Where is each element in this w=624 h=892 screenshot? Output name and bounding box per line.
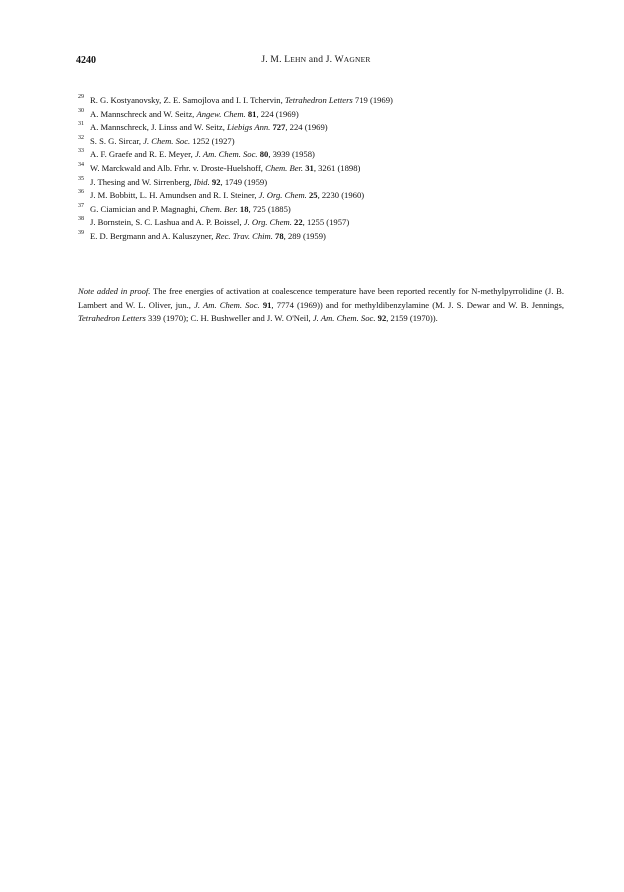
text-run: , 3939 (1958) xyxy=(268,149,315,160)
text-run: , 2230 (1960) xyxy=(317,190,365,201)
reference-text xyxy=(90,176,267,190)
page-number: 4240 xyxy=(76,55,96,66)
reference-item xyxy=(78,189,558,203)
text-run: A. F. Graefe and R. E. Meyer, xyxy=(90,149,195,160)
text-run: J. Thesing and W. Sirrenberg, xyxy=(90,176,194,187)
reference-item xyxy=(78,148,558,162)
reference-number: 37 xyxy=(78,202,84,209)
reference-item xyxy=(78,108,558,122)
volume-number: 25 xyxy=(308,190,318,201)
reference-text xyxy=(90,108,299,122)
text-run: 1252 (1927) xyxy=(190,135,235,146)
reference-number: 33 xyxy=(78,148,84,155)
volume-number: 91 xyxy=(262,299,272,310)
reference-number: 29 xyxy=(78,94,84,100)
text-run: A. Mannschreck and W. Seitz, xyxy=(90,108,197,119)
italic-text: Angew. Chem. xyxy=(196,108,246,119)
text-run: , 224 (1969) xyxy=(285,122,328,133)
reference-text xyxy=(90,135,235,149)
text-run: R. G. Kostyanovsky, Z. E. Samojlova and I. I. Tchervin, xyxy=(90,95,285,105)
italic-text: Tetrahedron Letters xyxy=(284,95,353,105)
text-run: , 1749 (1959) xyxy=(220,176,268,187)
running-head-authors xyxy=(76,55,556,65)
volume-number: 78 xyxy=(275,230,284,241)
text-run: E. D. Bergmann and A. Kaluszyner, xyxy=(90,230,216,241)
volume-number: 727 xyxy=(272,122,286,133)
reference-item xyxy=(78,203,558,217)
reference-text xyxy=(90,148,315,162)
text-run: , 224 (1969) xyxy=(256,108,299,119)
reference-number: 35 xyxy=(78,175,84,182)
reference-text xyxy=(90,203,291,217)
italic-text: Chem. Ber. xyxy=(199,203,238,214)
text-run: 719 (1969) xyxy=(352,95,393,105)
reference-number: 31 xyxy=(78,121,84,128)
reference-item xyxy=(78,121,558,135)
page-header xyxy=(76,55,556,69)
reference-item xyxy=(78,135,558,149)
italic-text: J. Am. Chem. Soc. xyxy=(312,313,376,324)
text-run: , 289 (1959) xyxy=(283,230,326,241)
reference-item xyxy=(78,162,558,176)
text-run: W. Marckwald and Alb. Frhr. v. Droste-Huelshoff, xyxy=(90,162,266,173)
reference-number: 30 xyxy=(78,107,84,114)
author-lehn-rest: EHN xyxy=(290,55,307,64)
author-initials: J. M. xyxy=(261,55,285,65)
author-conjunction: and J. xyxy=(306,55,335,65)
author-lehn-first: L xyxy=(284,55,291,65)
text-run: S. S. G. Sircar, xyxy=(90,135,144,146)
reference-text xyxy=(90,216,349,230)
volume-number: 18 xyxy=(239,203,249,214)
author-wagner-first: W xyxy=(334,55,344,65)
reference-number: 36 xyxy=(78,189,84,196)
italic-text: J. Chem. Soc. xyxy=(143,135,191,146)
reference-text xyxy=(90,230,326,244)
text-run: , 1255 (1957) xyxy=(302,217,350,228)
reference-text xyxy=(90,162,360,176)
text-run: G. Ciamician and P. Magnaghi, xyxy=(90,203,200,214)
volume-number: 92 xyxy=(211,176,221,187)
reference-number: 34 xyxy=(78,161,84,168)
italic-text: J. Org. Chem. xyxy=(258,190,307,201)
reference-text xyxy=(90,94,393,108)
author-wagner-rest: AGNER xyxy=(343,55,371,64)
text-run: A. Mannschreck, J. Linss and W. Seitz, xyxy=(90,122,228,133)
text-run: J. Bornstein, S. C. Lashua and A. P. Boissel, xyxy=(90,217,244,228)
reference-number: 39 xyxy=(78,229,84,236)
italic-text: Note added in proof. xyxy=(78,286,151,296)
italic-text: J. Org. Chem. xyxy=(243,217,292,228)
italic-text: Chem. Ber. xyxy=(265,162,304,173)
reference-text xyxy=(90,121,328,135)
volume-number: 92 xyxy=(377,313,387,324)
note-added-in-proof xyxy=(78,285,564,326)
reference-number: 38 xyxy=(78,216,84,223)
reference-item xyxy=(78,176,558,190)
text-run: , 7774 (1969)) and for methyldibenzylamine (M. J. S. Dewar and W. B. Jennings, xyxy=(271,299,564,310)
text-run: , 725 (1885) xyxy=(248,203,291,214)
reference-item xyxy=(78,216,558,230)
italic-text: Liebigs Ann. xyxy=(227,122,271,133)
italic-text: J. Am. Chem. Soc. xyxy=(194,299,260,310)
italic-text: Ibid. xyxy=(193,176,210,187)
reference-item xyxy=(78,94,558,108)
volume-number: 31 xyxy=(305,162,314,173)
text-run: 339 (1970); C. H. Bushweller and J. W. O'Neil, xyxy=(145,313,313,324)
italic-text: Rec. Trav. Chim. xyxy=(215,230,273,241)
volume-number: 22 xyxy=(294,217,303,228)
italic-text: J. Am. Chem. Soc. xyxy=(194,149,258,160)
italic-text: Tetrahedron Letters xyxy=(78,313,146,324)
text-run: J. M. Bobbitt, L. H. Amundsen and R. I. Steiner, xyxy=(90,190,259,201)
text-run: , 3261 (1898) xyxy=(313,162,361,173)
volume-number: 80 xyxy=(259,149,269,160)
reference-item xyxy=(78,230,558,244)
reference-number: 32 xyxy=(78,134,84,141)
text-run: The free energies of activation at coalescence temperature have been reported recently for N-methylpyrrolidine (J. B. Lambert and W. L. Oliver, jun., xyxy=(78,286,564,310)
volume-number: 81 xyxy=(247,108,257,119)
reference-text xyxy=(90,189,364,203)
text-run: , 2159 (1970)). xyxy=(386,313,438,324)
reference-list xyxy=(78,94,558,244)
